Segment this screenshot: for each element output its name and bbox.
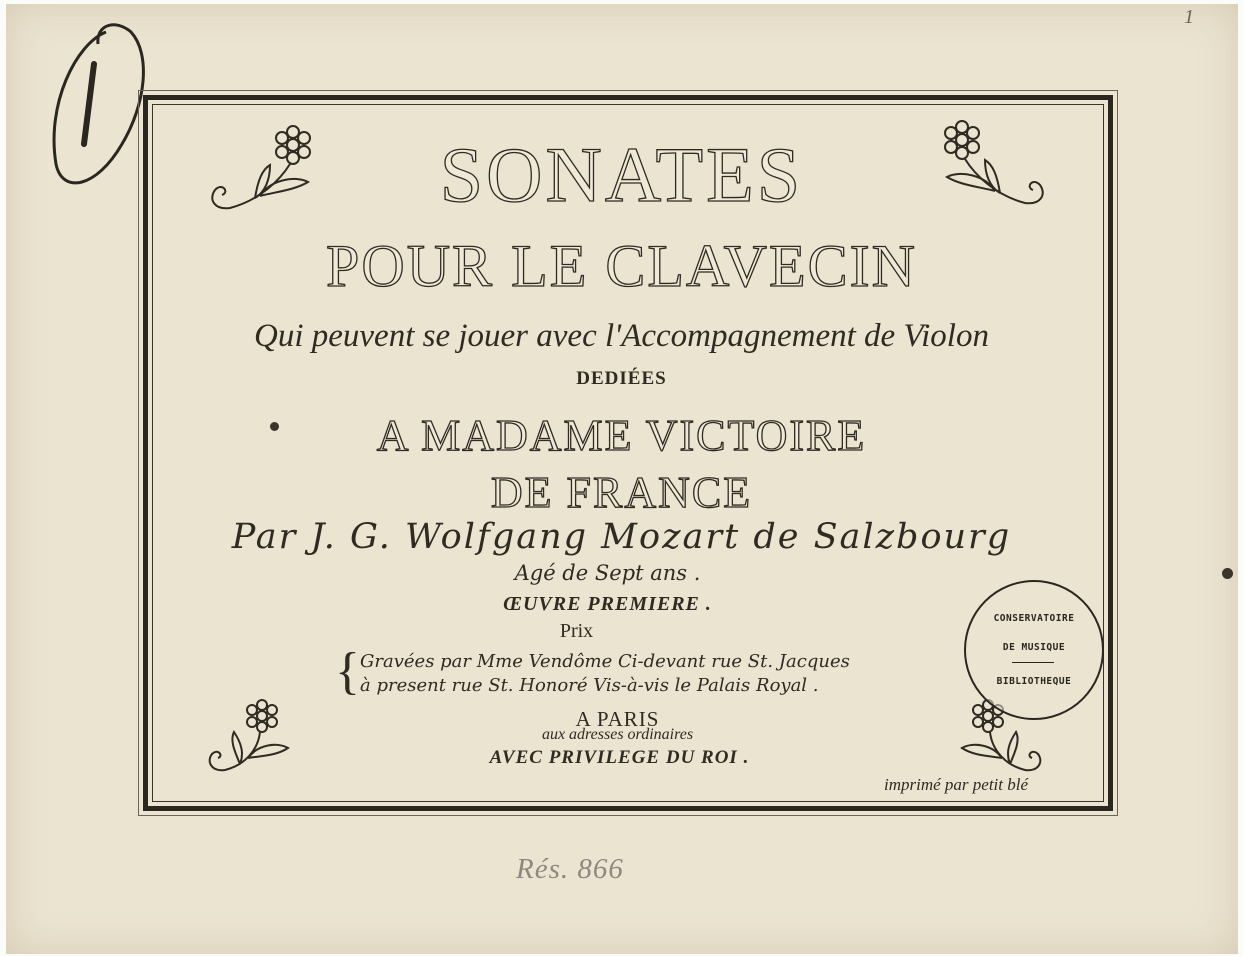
price-label: Prix [559, 620, 594, 642]
opus-line: ŒUVRE PREMIERE . [503, 593, 712, 615]
dedicatee-line-1: A MADAME VICTOIRE [376, 411, 867, 460]
age-line: Agé de Sept ans . [514, 561, 701, 585]
corner-number: 1 [1184, 6, 1194, 28]
shelfmark: Rés. 866 [516, 853, 624, 885]
ink-spot [1222, 568, 1233, 579]
dedicatee-line-2: DE FRANCE [490, 468, 753, 517]
brace-glyph: { [335, 643, 360, 700]
dedication-label: DEDIÉES [576, 368, 667, 389]
engraver-line-2: à present rue St. Honoré Vis-à-vis le Palais Royal . [360, 675, 819, 696]
printer-credit: imprimé par petit blé [884, 775, 1029, 794]
address: aux adresses ordinaires [541, 726, 694, 743]
title: SONATES [439, 131, 804, 218]
stamp-line-3: BIBLIOTHEQUE [996, 676, 1072, 687]
library-stamp [964, 580, 1104, 720]
engraver-line-1: Gravées par Mme Vendôme Ci-devant rue St. Jacques [360, 651, 850, 672]
subtitle: POUR LE CLAVECIN [326, 233, 917, 299]
privilege: AVEC PRIVILEGE DU ROI . [489, 747, 750, 768]
description: Qui peuvent se jouer avec l'Accompagnement de Violon [254, 318, 989, 354]
stamp-line-1: CONSERVATOIRE [993, 613, 1075, 624]
composer-line: Par J. G. Wolfgang Mozart de Salzbourg [231, 517, 1012, 557]
ink-spot [270, 422, 279, 431]
stamp-line-2: DE MUSIQUE [1002, 642, 1066, 653]
place: A PARIS [575, 707, 660, 731]
